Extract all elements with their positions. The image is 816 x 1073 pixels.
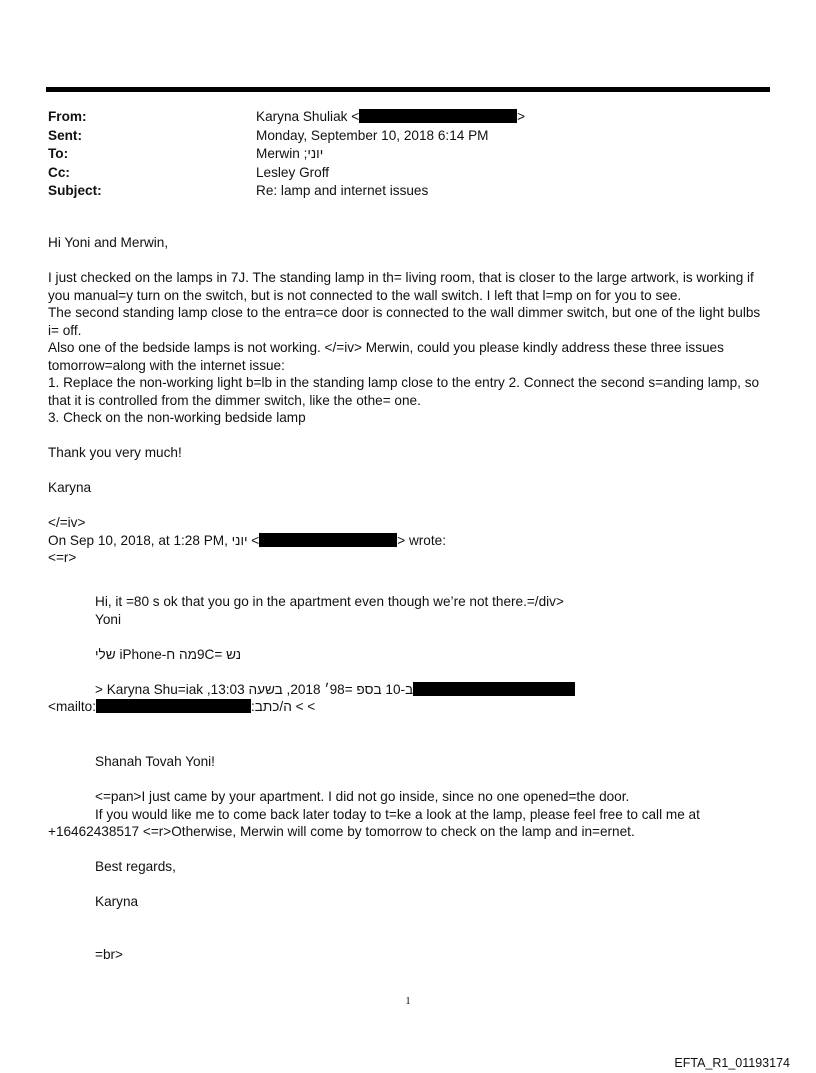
r-tag: <=r>: [48, 550, 77, 565]
from-value: [256, 108, 525, 127]
quote-intro: [48, 532, 778, 550]
div-tag: </=iv>: [48, 515, 86, 530]
quoted-phone-line: [48, 823, 778, 841]
redaction-box: [359, 109, 517, 123]
document-id: EFTA_R1_01193174: [674, 1056, 790, 1070]
quoted-line: +16462438517 <=r>Otherwise, Merwin will come by tomorrow to check on the lamp and in=ernet.: [48, 824, 635, 839]
cc-value: Lesley Groff: [256, 164, 330, 180]
mailto-line: [48, 698, 778, 716]
header-rule: [46, 87, 770, 92]
mailto-label: <mailto:: [48, 699, 96, 714]
email-body: [48, 234, 778, 567]
subject-label: Subject:: [48, 183, 102, 198]
greeting: Hi Yoni and Merwin,: [48, 235, 169, 250]
from-name: Karyna Shuliak <: [256, 109, 360, 124]
sent-value: Monday, September 10, 2018 6:14 PM: [256, 127, 489, 143]
mailto-end: > > ה/כתב:: [250, 699, 316, 714]
email-header: [48, 108, 768, 201]
quoted-line: If you would like me to come back later today to t=ke a look at the lamp, please feel free to call me at: [95, 806, 700, 822]
to-value: יוני; Merwin: [256, 146, 324, 161]
quoted-line: <=pan>I just came by your apartment. I did not go inside, since no one opened=the door.: [95, 789, 630, 804]
redaction-box: [96, 699, 251, 713]
sent-row: [48, 127, 768, 146]
quoted-line: Hi, it =80 s ok that you go in the apartment even though we’re not there.=/div>: [95, 594, 564, 609]
body-line: Also one of the bedside lamps is not working. </=iv> Merwin, could you please kindly address these three issues: [48, 340, 724, 355]
sent-label: Sent:: [48, 127, 82, 143]
signature: Karyna: [48, 480, 92, 495]
quoted-line: Yoni: [95, 611, 121, 627]
body-line: i= off.: [48, 322, 82, 338]
quoted-regards: Best regards,: [95, 859, 176, 874]
quote-intro-date: On Sep 10, 2018, at 1:28 PM, יוני <: [48, 532, 260, 548]
quoted-br-tag: =br>: [95, 946, 123, 962]
quoted-greeting: Shanah Tovah Yoni!: [95, 754, 215, 769]
from-label: From:: [48, 109, 87, 124]
cc-label: Cc:: [48, 164, 70, 180]
body-line: that it is controlled from the dimmer switch, like the othe= one.: [48, 392, 421, 408]
quoted-message: [95, 593, 785, 698]
body-line: 3. Check on the non-working bedside lamp: [48, 410, 306, 425]
quote-intro-wrote: > wrote:: [397, 532, 446, 548]
thanks-line: Thank you very much!: [48, 445, 182, 460]
quoted-date: ב-10 בספ =98׳ 2018, בשעה 13:03, Karyna Shu=iak <: [95, 681, 414, 697]
cc-row: [48, 164, 768, 183]
quoted-line-hebrew: [95, 681, 785, 699]
mailto-row: [48, 698, 778, 716]
body-line: The second standing lamp close to the entra=ce door is connected to the wall dimmer switch, but one of the light bulbs: [48, 305, 761, 320]
page-number: 1: [405, 995, 411, 1007]
to-label: To:: [48, 146, 69, 161]
quoted-reply: [95, 753, 785, 823]
body-line: tomorrow=along with the internet issue:: [48, 357, 285, 373]
from-close: >: [517, 109, 526, 124]
quoted-line-hebrew: נש =9Cמה ח-iPhone שלי: [95, 646, 242, 662]
subject-value: Re: lamp and internet issues: [256, 183, 429, 198]
quoted-closing: [95, 858, 785, 963]
body-line: you manual=y turn on the switch, but is not connected to the wall switch. I left that l=mp on for you to see.: [48, 287, 682, 303]
body-line: 1. Replace the non-working light b=lb in the standing lamp close to the entry 2. Connect the second s=anding lamp, so: [48, 375, 760, 390]
body-line: I just checked on the lamps in 7J. The standing lamp in th= living room, that is closer to the large artwork, is working if: [48, 270, 754, 285]
subject-row: [48, 182, 768, 201]
from-row: [48, 108, 768, 127]
to-row: [48, 145, 768, 164]
redaction-box: [259, 533, 397, 547]
quoted-signature: Karyna: [95, 894, 139, 909]
redaction-box: [413, 682, 575, 696]
